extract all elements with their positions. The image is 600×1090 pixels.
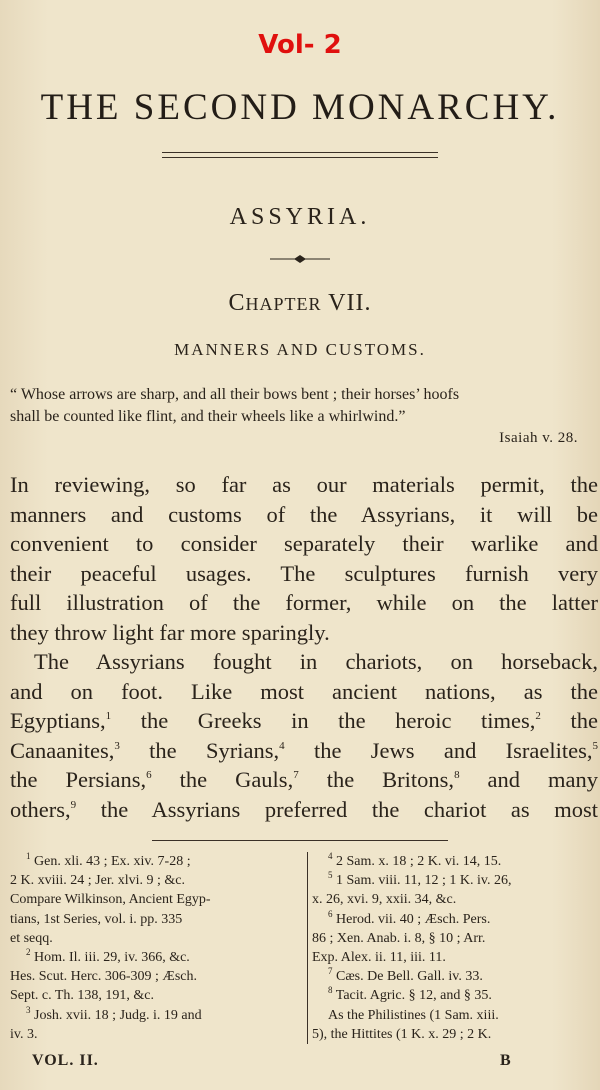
body-fragment: the Persians, xyxy=(10,767,147,792)
footnote-line xyxy=(312,852,600,871)
body-line: their peaceful usages. The sculptures furnish very xyxy=(10,560,598,586)
footnote-line xyxy=(10,852,300,871)
footnote-line: 86 ; Xen. Anab. i. 8, § 10 ; Arr. xyxy=(312,930,486,946)
part-title: ASSYRIA. xyxy=(229,204,371,230)
footnote-line: et seqq. xyxy=(10,930,53,946)
body-fragment: the Britons, xyxy=(298,767,455,792)
footnotes-right-column xyxy=(307,852,600,1044)
footnote-text: 2 Sam. x. 18 ; 2 K. vi. 14, 15. xyxy=(332,854,502,869)
body-line: and on foot. Like most ancient nations, as the xyxy=(10,678,598,704)
footnote-line: As the Philistines (1 Sam. xiii. xyxy=(328,1007,499,1023)
footnote-text: Hom. Il. iii. 29, iv. 366, &c. xyxy=(30,950,190,966)
footnote-line: 2 K. xviii. 24 ; Jer. xlvi. 9 ; &c. xyxy=(10,873,185,889)
body-line xyxy=(10,795,598,825)
chapter-number: VII. xyxy=(328,290,372,316)
footnote-ref[interactable]: 1 xyxy=(105,710,112,722)
footnote-ref[interactable]: 7 xyxy=(293,769,299,781)
ornament-divider-icon xyxy=(270,254,330,264)
footnote-line xyxy=(10,948,300,967)
body-line: manners and customs of the Assyrians, it will be xyxy=(10,501,598,527)
footnote-line: Hes. Scut. Herc. 306-309 ; Æsch. xyxy=(10,969,198,985)
footnote-number: 4 xyxy=(328,851,333,861)
footnote-line: iv. 3. xyxy=(10,1026,38,1042)
epigraph-line: shall be counted like flint, and their wheels like a whirlwind.” xyxy=(10,408,406,425)
body-fragment: and many xyxy=(459,767,599,792)
footnote-line xyxy=(312,967,600,986)
footnote-line: Compare Wilkinson, Ancient Egyp- xyxy=(10,892,211,908)
epigraph-citation: Isaiah v. 28. xyxy=(499,430,578,446)
body-line xyxy=(10,765,598,795)
signature-mark: B xyxy=(500,1052,511,1069)
chapter-title xyxy=(0,290,600,317)
footnote-ref[interactable]: 8 xyxy=(454,769,460,781)
footnote-number: 8 xyxy=(328,985,333,996)
chapter-title-initial: C xyxy=(228,290,246,316)
footnote-number: 7 xyxy=(328,966,333,977)
volume-signature: VOL. II. xyxy=(32,1052,99,1069)
footnote-line xyxy=(312,986,600,1005)
footnote-text: Tacit. Agric. § 12, and § 35. xyxy=(332,988,492,1004)
footnote-ref[interactable]: 2 xyxy=(535,710,541,722)
footnote-number: 1 xyxy=(26,851,31,861)
footnote-ref[interactable]: 3 xyxy=(114,739,120,752)
footnote-number: 6 xyxy=(328,908,333,919)
footnote-ref[interactable]: 4 xyxy=(279,739,285,752)
body-fragment: the Assyrians preferred the chariot as most xyxy=(76,796,598,822)
footnote-text: 1 Sam. viii. 11, 12 ; 1 K. iv. 26, xyxy=(332,873,512,889)
footnote-line xyxy=(312,910,600,929)
body-fragment: the Syrians, xyxy=(119,737,280,763)
footnote-line: tians, 1st Series, vol. i. pp. 335 xyxy=(10,911,183,927)
body-line xyxy=(10,706,598,736)
body-fragment: the xyxy=(540,708,598,733)
epigraph-line: “ Whose arrows are sharp, and all their bows bent ; their horses’ hoofs xyxy=(10,386,460,403)
chapter-subtitle: MANNERS AND CUSTOMS. xyxy=(174,340,426,359)
footnote-ref[interactable]: 5 xyxy=(592,739,598,752)
body-line xyxy=(10,736,598,766)
footnote-text: Josh. xvii. 18 ; Judg. i. 19 and xyxy=(30,1007,202,1023)
footnote-number: 5 xyxy=(328,870,333,881)
footnote-number: 2 xyxy=(26,947,31,958)
body-fragment: the Gauls, xyxy=(151,767,294,792)
footnote-ref[interactable]: 9 xyxy=(70,798,77,811)
body-fragment: the Greeks in the heroic times, xyxy=(111,708,536,733)
footnote-text: Cæs. De Bell. Gall. iv. 33. xyxy=(332,969,483,985)
footnote-text: Gen. xli. 43 ; Ex. xiv. 7-28 ; xyxy=(30,854,191,869)
footnote-line: Exp. Alex. ii. 11, iii. 11. xyxy=(312,950,446,966)
footnote-text: Herod. vii. 40 ; Æsch. Pers. xyxy=(332,911,491,927)
body-line: convenient to consider separately their warlike and xyxy=(10,531,598,556)
footnote-line: x. 26, xvi. 9, xxii. 34, &c. xyxy=(312,892,457,908)
book-title: THE SECOND MONARCHY. xyxy=(40,87,560,128)
body-line: The Assyrians fought in chariots, on horseback, xyxy=(34,649,598,674)
body-fragment: Canaanites, xyxy=(10,737,115,763)
footnote-rule xyxy=(152,840,448,841)
footnote-line: 5), the Hittites (1 K. x. 29 ; 2 K. xyxy=(312,1026,492,1042)
footnote-line: Sept. c. Th. 138, 191, &c. xyxy=(10,988,155,1004)
footnote-ref[interactable]: 6 xyxy=(146,769,152,781)
footnote-line xyxy=(312,871,600,890)
body-fragment: the Jews and Israelites, xyxy=(284,737,593,763)
chapter-title-rest: HAPTER xyxy=(245,294,322,314)
body-fragment: others, xyxy=(10,796,71,822)
body-line: full illustration of the former, while on the latter xyxy=(10,590,598,615)
body-line: they throw light far more sparingly. xyxy=(10,619,330,645)
title-double-rule xyxy=(162,152,438,158)
body-line: In reviewing, so far as our materials permit, the xyxy=(10,472,598,497)
body-fragment: Egyptians, xyxy=(10,708,106,733)
body-text xyxy=(10,470,598,824)
footnote-number: 3 xyxy=(26,1004,31,1015)
volume-label: Vol- 2 xyxy=(258,30,342,60)
footnotes-left-column xyxy=(10,852,300,1044)
footnote-line xyxy=(10,1006,300,1025)
epigraph xyxy=(10,384,594,428)
